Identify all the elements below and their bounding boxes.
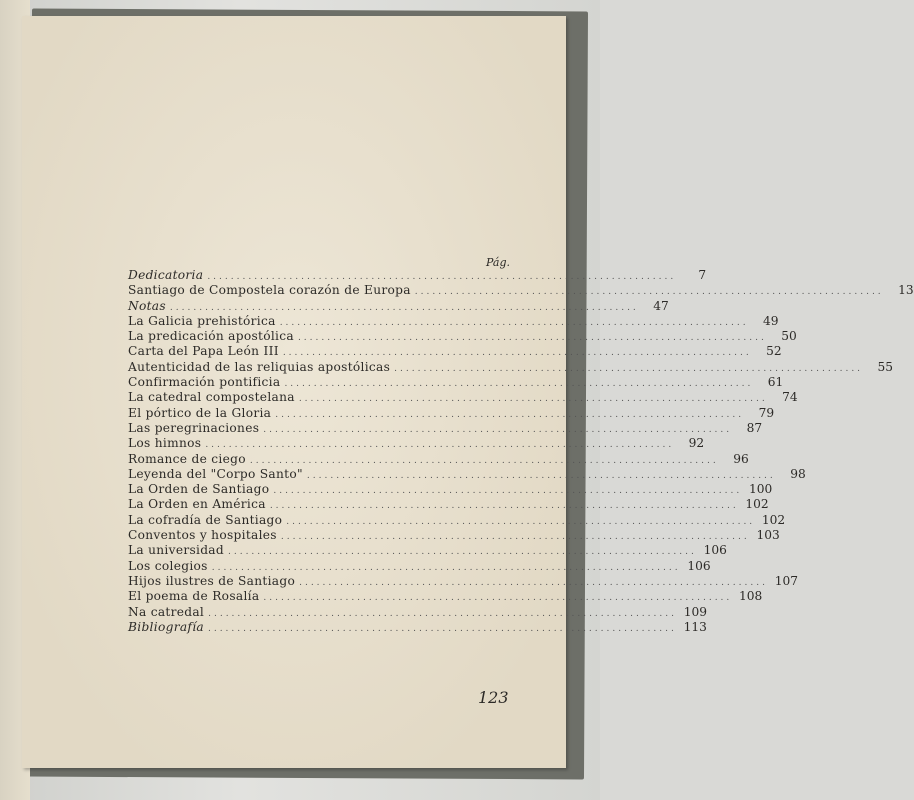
toc-entry-page: 55: [877, 359, 894, 374]
toc-entry-page: 74: [782, 390, 798, 405]
toc-entry: [128, 543, 727, 558]
toc-entry-title: Romance de ciego: [128, 451, 246, 466]
toc-entry-page: 87: [746, 420, 763, 435]
toc-entry: [128, 405, 775, 421]
toc-entry: [128, 313, 779, 329]
dot-leader: ................................................................................: [275, 409, 745, 420]
toc-entry-title: El poema de Rosalía: [128, 589, 260, 604]
toc-entry-page: 106: [687, 558, 711, 573]
dot-leader: ................................................................................: [211, 562, 681, 573]
toc-entry-title: Confirmación pontificia: [128, 375, 281, 390]
toc-entry-page: 79: [758, 405, 775, 420]
dot-leader: ................................................................................: [249, 455, 719, 466]
toc-entry-title: Los himnos: [128, 436, 202, 451]
toc-entry: [128, 466, 806, 482]
toc-entry: [128, 558, 711, 574]
dot-leader: ................................................................................: [207, 623, 677, 634]
dot-leader: ................................................................................: [269, 501, 739, 512]
toc-entry: [128, 375, 784, 390]
dot-leader: ................................................................................: [394, 363, 864, 374]
toc-entry-page: 96: [733, 451, 749, 466]
toc-entry-title: El pórtico de la Gloria: [128, 405, 272, 420]
toc-entry: [128, 283, 914, 298]
toc-entry-page: 7: [698, 268, 707, 282]
toc-entry-title: Conventos y hospitales: [128, 528, 277, 543]
toc-entry: [128, 573, 798, 589]
toc-entry-page: 113: [683, 619, 707, 634]
toc-entry: [128, 359, 894, 375]
toc-entry-title: Santiago de Compostela corazón de Europa: [128, 283, 411, 298]
dot-leader: ................................................................................: [207, 272, 677, 282]
toc-entry: [128, 619, 707, 635]
toc-entry: [128, 329, 797, 344]
toc-entry-page: 108: [739, 589, 763, 604]
page-column-label: Pág.: [485, 256, 510, 269]
toc-entry: [128, 497, 769, 512]
toc-entry: [128, 436, 705, 451]
toc-entry: [128, 451, 749, 467]
dot-leader: ................................................................................: [280, 532, 750, 543]
toc-entry-title: Notas: [128, 298, 166, 313]
dot-leader: ................................................................................: [263, 424, 733, 435]
dot-leader: ................................................................................: [227, 547, 697, 558]
dot-leader: ................................................................................: [286, 516, 756, 527]
dot-leader: ................................................................................: [298, 394, 768, 405]
toc-entry-page: 49: [763, 313, 779, 328]
toc-entry: [128, 298, 669, 314]
dot-leader: ................................................................................: [208, 608, 677, 619]
toc-entry-title: La Galicia prehistórica: [128, 313, 276, 328]
toc-entry: [128, 344, 782, 359]
toc-entry-title: Hijos ilustres de Santiago: [128, 573, 296, 588]
dot-leader: ................................................................................: [263, 593, 733, 604]
toc-entry-page: 61: [767, 375, 784, 390]
toc-entry-page: 106: [703, 543, 727, 558]
toc-entry-title: Carta del Papa León III: [128, 344, 279, 359]
toc-entry-page: 107: [774, 573, 798, 588]
dot-leader: ................................................................................: [414, 287, 884, 298]
dot-leader: ................................................................................: [282, 348, 752, 359]
toc-entry-page: 47: [653, 298, 669, 313]
toc-entry-title: Na catredal: [128, 604, 205, 619]
dot-leader: ................................................................................: [284, 379, 754, 390]
toc-entry: [128, 604, 707, 620]
toc-entry-title: Los colegios: [128, 558, 208, 573]
toc-entry-title: Autenticidad de las reliquias apostólicas: [128, 359, 391, 374]
toc-entry: [128, 390, 798, 405]
toc-entry: [128, 528, 780, 543]
toc-entry-page: 102: [761, 512, 786, 527]
toc-entry-page: 50: [781, 329, 797, 344]
toc-entry-page: 102: [745, 497, 769, 512]
toc-entry-title: La Orden en América: [128, 497, 266, 512]
toc-entry-title: La universidad: [128, 543, 224, 558]
dot-leader: ................................................................................: [297, 333, 767, 344]
toc-entry-title: La catedral compostelana: [128, 390, 295, 405]
toc-entry-page: 109: [683, 604, 707, 619]
toc-entry: [128, 482, 773, 497]
toc-entry-title: La Orden de Santiago: [128, 482, 270, 497]
toc-entry: [128, 268, 707, 283]
dot-leader: ................................................................................: [306, 470, 776, 481]
toc-entry-title: La predicación apostólica: [128, 329, 294, 344]
toc-entry-title: Las peregrinaciones: [128, 420, 260, 435]
toc-entry: [128, 420, 763, 436]
dot-leader: ................................................................................: [205, 440, 675, 451]
dot-leader: ................................................................................: [273, 486, 743, 497]
toc-entry-title: Bibliografía: [128, 619, 204, 634]
toc-entry-page: 100: [748, 482, 773, 497]
page-number: 123: [478, 688, 509, 707]
dot-leader: ................................................................................: [299, 577, 768, 588]
toc-entry: [128, 589, 763, 604]
toc-entry-title: Leyenda del "Corpo Santo": [128, 466, 303, 481]
toc-entry-page: 103: [756, 528, 780, 543]
toc-entry-page: 98: [790, 466, 806, 481]
toc-entry-title: Dedicatoria: [128, 268, 204, 282]
toc-entries: [128, 268, 914, 635]
dot-leader: ................................................................................: [169, 302, 639, 313]
toc-entry-page: 13: [898, 283, 914, 298]
toc-entry-page: 92: [688, 436, 705, 451]
dot-leader: ................................................................................: [279, 317, 749, 328]
toc-entry: [128, 512, 786, 528]
toc-entry-title: La cofradía de Santiago: [128, 512, 283, 527]
toc-entry-page: 52: [766, 344, 782, 359]
